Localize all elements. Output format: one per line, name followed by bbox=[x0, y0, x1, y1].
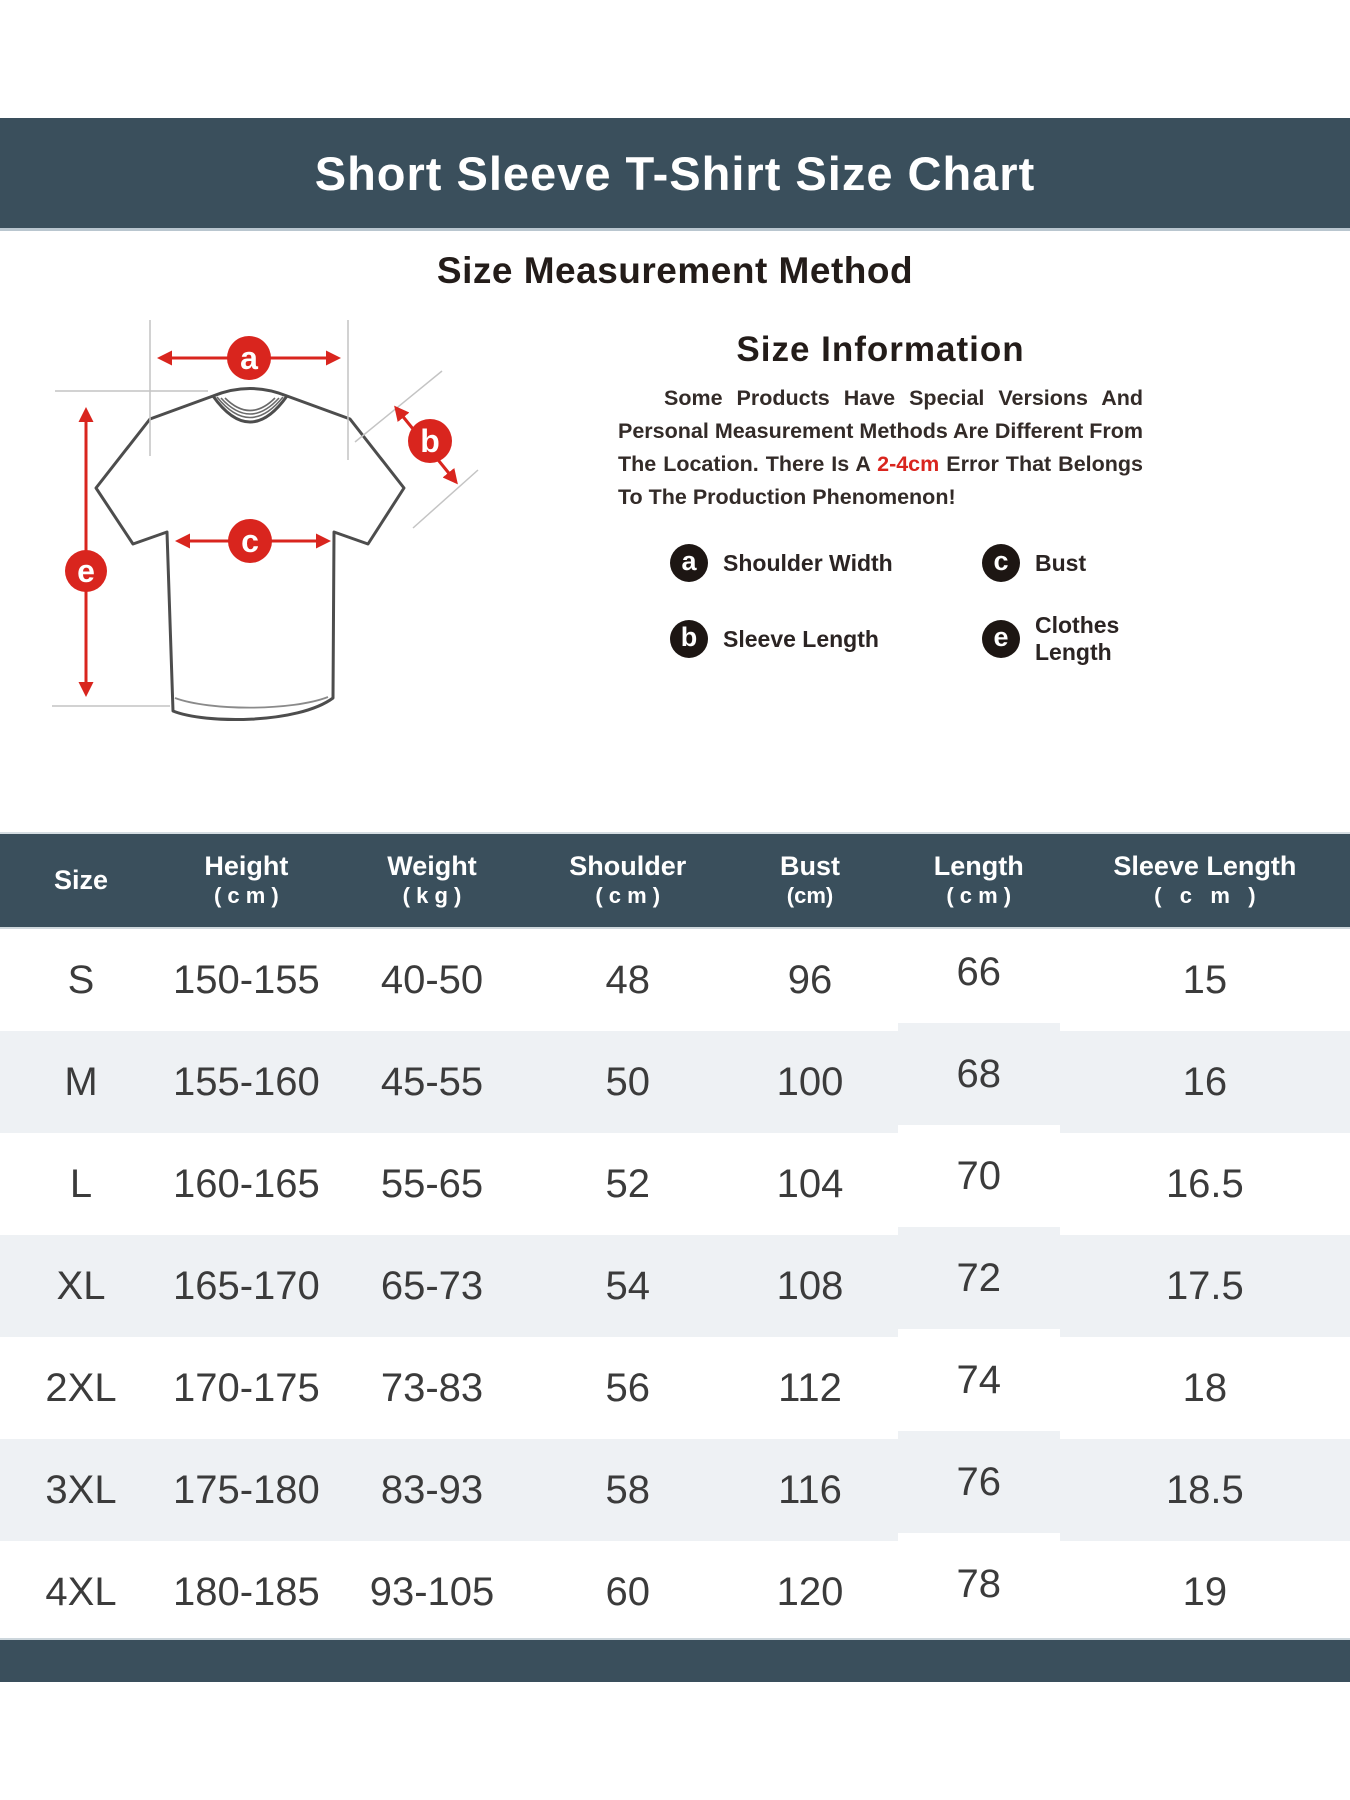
cell-bust: 96 bbox=[787, 957, 833, 1002]
cell-bust: 104 bbox=[776, 1161, 844, 1206]
info-text-before: Some Products Have Special Versions And Personal Measurement Methods Are Different From The Location. There Is A bbox=[618, 386, 1143, 476]
cell-bust: 108 bbox=[776, 1263, 844, 1308]
cell-shoulder: 52 bbox=[605, 1161, 650, 1206]
measurement-legend bbox=[618, 544, 1143, 666]
cell-length: 68 bbox=[956, 1051, 1001, 1096]
marker-e-letter: e bbox=[77, 553, 95, 589]
table-row-4xl bbox=[0, 1541, 1350, 1643]
cell-length: 70 bbox=[956, 1153, 1001, 1198]
cell-size: 2XL bbox=[45, 1365, 117, 1410]
legend-item-clothes-length bbox=[982, 612, 1143, 666]
tshirt-measurement-diagram bbox=[30, 278, 480, 748]
cell-weight: 65-73 bbox=[380, 1263, 484, 1308]
cell-weight: 55-65 bbox=[380, 1161, 484, 1206]
legend-a-icon: a bbox=[670, 544, 708, 582]
cell-height: 175-180 bbox=[172, 1467, 320, 1512]
legend-e-icon: e bbox=[982, 620, 1020, 658]
legend-item-shoulder-width bbox=[670, 544, 982, 582]
cell-length: 66 bbox=[956, 949, 1001, 994]
col-header-size: Size bbox=[0, 833, 162, 928]
cell-size: XL bbox=[56, 1263, 106, 1308]
marker-c-letter: c bbox=[241, 523, 259, 559]
legend-item-sleeve-length bbox=[670, 612, 982, 666]
cell-sleeve-length: 18.5 bbox=[1165, 1467, 1244, 1512]
size-table-body bbox=[0, 928, 1350, 1643]
cell-weight: 93-105 bbox=[369, 1569, 495, 1614]
legend-c-icon: c bbox=[982, 544, 1020, 582]
legend-label: Bust bbox=[1035, 549, 1087, 576]
legend-b-icon: b bbox=[670, 620, 708, 658]
cell-length: 76 bbox=[956, 1459, 1001, 1504]
cell-shoulder: 48 bbox=[605, 957, 650, 1002]
info-text-after: Error That Belongs To The Production Phenomenon! bbox=[618, 452, 1143, 509]
cell-length: 74 bbox=[956, 1357, 1001, 1402]
cell-height: 165-170 bbox=[172, 1263, 320, 1308]
marker-a-letter: a bbox=[240, 340, 258, 376]
method-heading: Size Measurement Method bbox=[436, 250, 914, 291]
col-header-shoulder: Shoulder ( c m ) bbox=[533, 833, 722, 928]
col-header-length: Length ( c m ) bbox=[898, 833, 1060, 928]
col-header-bust: Bust (cm) bbox=[722, 833, 898, 928]
legend-label: Shoulder Width bbox=[723, 549, 893, 576]
table-row-s bbox=[0, 928, 1350, 1031]
cell-sleeve-length: 19 bbox=[1182, 1569, 1228, 1614]
size-table bbox=[0, 832, 1350, 1643]
cell-height: 170-175 bbox=[172, 1365, 320, 1410]
size-table-header bbox=[0, 833, 1350, 928]
cell-length: 78 bbox=[956, 1561, 1001, 1606]
table-row-m bbox=[0, 1031, 1350, 1133]
size-information-heading: Size Information bbox=[736, 330, 1025, 369]
col-header-sleeve-length: Sleeve Length ( c m ) bbox=[1060, 833, 1350, 928]
info-text-highlight: 2-4cm bbox=[877, 452, 940, 476]
cell-shoulder: 58 bbox=[605, 1467, 650, 1512]
cell-height: 180-185 bbox=[172, 1569, 320, 1614]
cell-size: L bbox=[69, 1161, 93, 1206]
cell-sleeve-length: 17.5 bbox=[1165, 1263, 1244, 1308]
cell-bust: 120 bbox=[776, 1569, 844, 1614]
cell-shoulder: 60 bbox=[605, 1569, 650, 1614]
cell-size: S bbox=[67, 957, 95, 1002]
table-row-3xl bbox=[0, 1439, 1350, 1541]
cell-height: 160-165 bbox=[172, 1161, 320, 1206]
cell-length: 72 bbox=[956, 1255, 1001, 1300]
table-row-2xl bbox=[0, 1337, 1350, 1439]
cell-bust: 116 bbox=[778, 1467, 842, 1512]
size-information-section bbox=[618, 330, 1143, 666]
cell-size: 4XL bbox=[45, 1569, 117, 1614]
legend-item-bust bbox=[982, 544, 1143, 582]
bottom-bar bbox=[0, 1638, 1350, 1682]
table-row-l bbox=[0, 1133, 1350, 1235]
marker-b-letter: b bbox=[420, 423, 440, 459]
cell-shoulder: 50 bbox=[605, 1059, 650, 1104]
page-title: Short Sleeve T-Shirt Size Chart bbox=[314, 146, 1036, 200]
cell-sleeve-length: 15 bbox=[1182, 957, 1228, 1002]
tshirt-diagram-svg bbox=[30, 278, 480, 748]
col-header-height: Height ( c m ) bbox=[162, 833, 331, 928]
cell-bust: 112 bbox=[778, 1365, 842, 1410]
legend-label: Clothes Length bbox=[1035, 612, 1120, 665]
cell-sleeve-length: 16 bbox=[1182, 1059, 1228, 1104]
cell-size: 3XL bbox=[45, 1467, 117, 1512]
cell-shoulder: 54 bbox=[605, 1263, 650, 1308]
cell-shoulder: 56 bbox=[605, 1365, 650, 1410]
cell-sleeve-length: 18 bbox=[1182, 1365, 1228, 1410]
cell-sleeve-length: 16.5 bbox=[1165, 1161, 1244, 1206]
cell-weight: 73-83 bbox=[380, 1365, 484, 1410]
cell-weight: 45-55 bbox=[380, 1059, 484, 1104]
cell-size: M bbox=[64, 1059, 98, 1104]
col-header-weight: Weight ( k g ) bbox=[331, 833, 534, 928]
size-information-text bbox=[618, 382, 1143, 514]
header-row bbox=[0, 833, 1350, 928]
cell-weight: 83-93 bbox=[380, 1467, 484, 1512]
cell-height: 155-160 bbox=[172, 1059, 320, 1104]
cell-height: 150-155 bbox=[172, 957, 320, 1002]
table-row-xl bbox=[0, 1235, 1350, 1337]
cell-weight: 40-50 bbox=[380, 957, 484, 1002]
legend-label: Sleeve Length bbox=[723, 625, 879, 652]
cell-bust: 100 bbox=[776, 1059, 844, 1104]
title-bar bbox=[0, 118, 1350, 231]
